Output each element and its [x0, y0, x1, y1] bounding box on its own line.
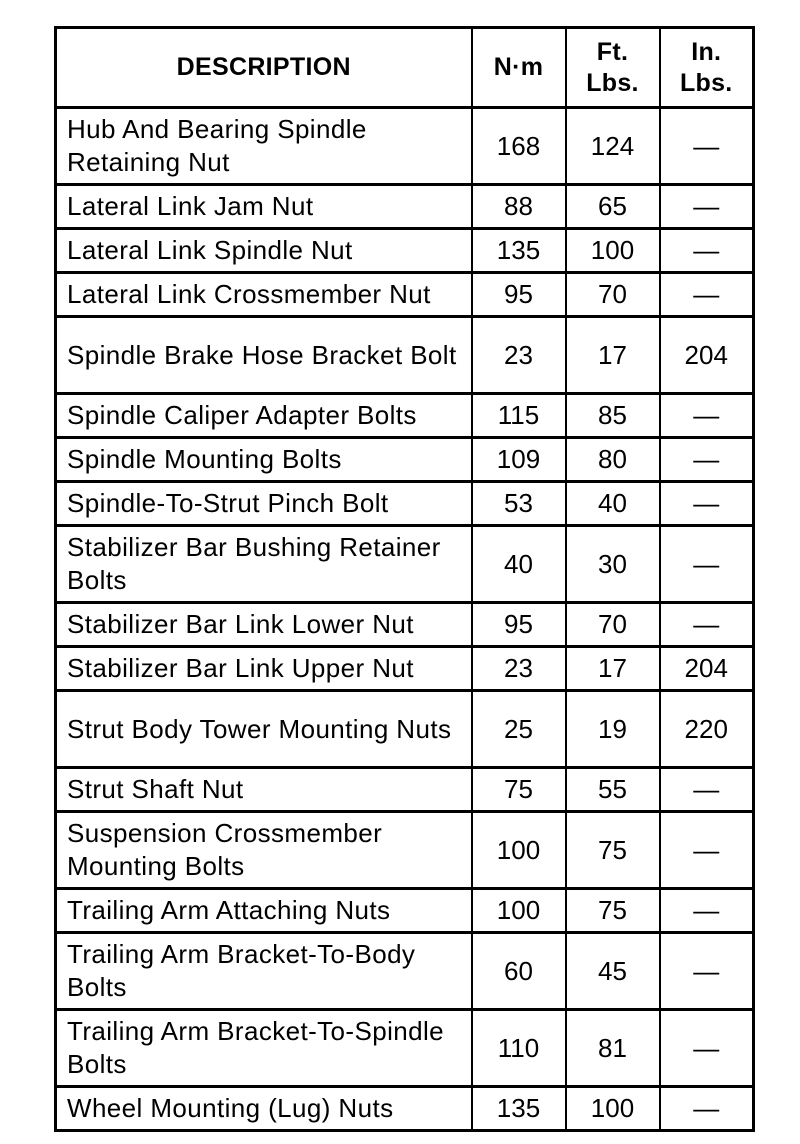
cell-description: Hub And Bearing Spindle Retaining Nut [56, 108, 472, 185]
table-row [56, 812, 754, 889]
table-header [56, 28, 754, 108]
table-row [56, 1010, 754, 1087]
cell-nm: 88 [472, 185, 566, 229]
cell-nm: 100 [472, 889, 566, 933]
header-ft-lbs [566, 28, 660, 108]
cell-nm: 95 [472, 603, 566, 647]
cell-in-lbs: — [660, 108, 754, 185]
cell-description: Stabilizer Bar Bushing Retainer Bolts [56, 526, 472, 603]
cell-in-lbs: 204 [660, 647, 754, 691]
cell-nm: 25 [472, 691, 566, 768]
table-row [56, 526, 754, 603]
cell-description: Spindle-To-Strut Pinch Bolt [56, 482, 472, 526]
table-row [56, 1087, 754, 1131]
cell-in-lbs: — [660, 933, 754, 1010]
cell-in-lbs: — [660, 603, 754, 647]
cell-in-lbs: — [660, 1010, 754, 1087]
cell-nm: 100 [472, 812, 566, 889]
torque-specifications-table [54, 26, 755, 1132]
cell-ft-lbs: 40 [566, 482, 660, 526]
cell-description: Spindle Brake Hose Bracket Bolt [56, 317, 472, 394]
cell-ft-lbs: 75 [566, 812, 660, 889]
cell-nm: 115 [472, 394, 566, 438]
cell-nm: 23 [472, 647, 566, 691]
table-row [56, 317, 754, 394]
cell-in-lbs: — [660, 768, 754, 812]
cell-ft-lbs: 19 [566, 691, 660, 768]
table-row [56, 691, 754, 768]
header-description: DESCRIPTION [56, 28, 472, 108]
cell-nm: 168 [472, 108, 566, 185]
cell-description: Spindle Caliper Adapter Bolts [56, 394, 472, 438]
cell-in-lbs: — [660, 526, 754, 603]
cell-ft-lbs: 45 [566, 933, 660, 1010]
cell-ft-lbs: 100 [566, 229, 660, 273]
header-row [56, 28, 754, 108]
table-row [56, 108, 754, 185]
cell-in-lbs: — [660, 889, 754, 933]
table-row [56, 768, 754, 812]
cell-in-lbs: — [660, 812, 754, 889]
cell-description: Stabilizer Bar Link Upper Nut [56, 647, 472, 691]
cell-description: Trailing Arm Attaching Nuts [56, 889, 472, 933]
cell-nm: 95 [472, 273, 566, 317]
cell-description: Spindle Mounting Bolts [56, 438, 472, 482]
table-row [56, 273, 754, 317]
cell-in-lbs: — [660, 394, 754, 438]
cell-in-lbs: 204 [660, 317, 754, 394]
table-row [56, 603, 754, 647]
header-ft-lbs-line2: Lbs. [586, 68, 639, 97]
header-in-lbs [660, 28, 754, 108]
table-row [56, 438, 754, 482]
cell-ft-lbs: 124 [566, 108, 660, 185]
cell-ft-lbs: 75 [566, 889, 660, 933]
cell-description: Lateral Link Spindle Nut [56, 229, 472, 273]
cell-nm: 109 [472, 438, 566, 482]
cell-description: Strut Body Tower Mounting Nuts [56, 691, 472, 768]
header-ft-lbs-line1: Ft. [596, 37, 629, 66]
table-body [56, 108, 754, 1131]
cell-nm: 60 [472, 933, 566, 1010]
cell-description: Stabilizer Bar Link Lower Nut [56, 603, 472, 647]
cell-nm: 40 [472, 526, 566, 603]
table-row [56, 889, 754, 933]
cell-description: Wheel Mounting (Lug) Nuts [56, 1087, 472, 1131]
table-row [56, 394, 754, 438]
cell-ft-lbs: 55 [566, 768, 660, 812]
cell-nm: 23 [472, 317, 566, 394]
cell-nm: 53 [472, 482, 566, 526]
cell-in-lbs: 220 [660, 691, 754, 768]
header-in-lbs-line2: Lbs. [679, 68, 733, 97]
table-row [56, 933, 754, 1010]
cell-ft-lbs: 17 [566, 647, 660, 691]
cell-in-lbs: — [660, 273, 754, 317]
cell-description: Lateral Link Jam Nut [56, 185, 472, 229]
table-row [56, 482, 754, 526]
cell-ft-lbs: 70 [566, 603, 660, 647]
cell-description: Trailing Arm Bracket-To-Body Bolts [56, 933, 472, 1010]
cell-ft-lbs: 30 [566, 526, 660, 603]
cell-in-lbs: — [660, 438, 754, 482]
header-in-lbs-line1: In. [691, 37, 722, 66]
header-nm: N·m [472, 28, 566, 108]
cell-in-lbs: — [660, 229, 754, 273]
cell-description: Lateral Link Crossmember Nut [56, 273, 472, 317]
cell-ft-lbs: 100 [566, 1087, 660, 1131]
cell-ft-lbs: 80 [566, 438, 660, 482]
cell-nm: 110 [472, 1010, 566, 1087]
cell-nm: 75 [472, 768, 566, 812]
cell-description: Trailing Arm Bracket-To-Spindle Bolts [56, 1010, 472, 1087]
table-row [56, 185, 754, 229]
cell-nm: 135 [472, 229, 566, 273]
cell-in-lbs: — [660, 185, 754, 229]
cell-ft-lbs: 65 [566, 185, 660, 229]
cell-ft-lbs: 17 [566, 317, 660, 394]
table-row [56, 647, 754, 691]
cell-ft-lbs: 85 [566, 394, 660, 438]
cell-description: Strut Shaft Nut [56, 768, 472, 812]
cell-nm: 135 [472, 1087, 566, 1131]
cell-ft-lbs: 81 [566, 1010, 660, 1087]
cell-in-lbs: — [660, 1087, 754, 1131]
cell-description: Suspension Crossmember Mounting Bolts [56, 812, 472, 889]
table-row [56, 229, 754, 273]
cell-ft-lbs: 70 [566, 273, 660, 317]
cell-in-lbs: — [660, 482, 754, 526]
